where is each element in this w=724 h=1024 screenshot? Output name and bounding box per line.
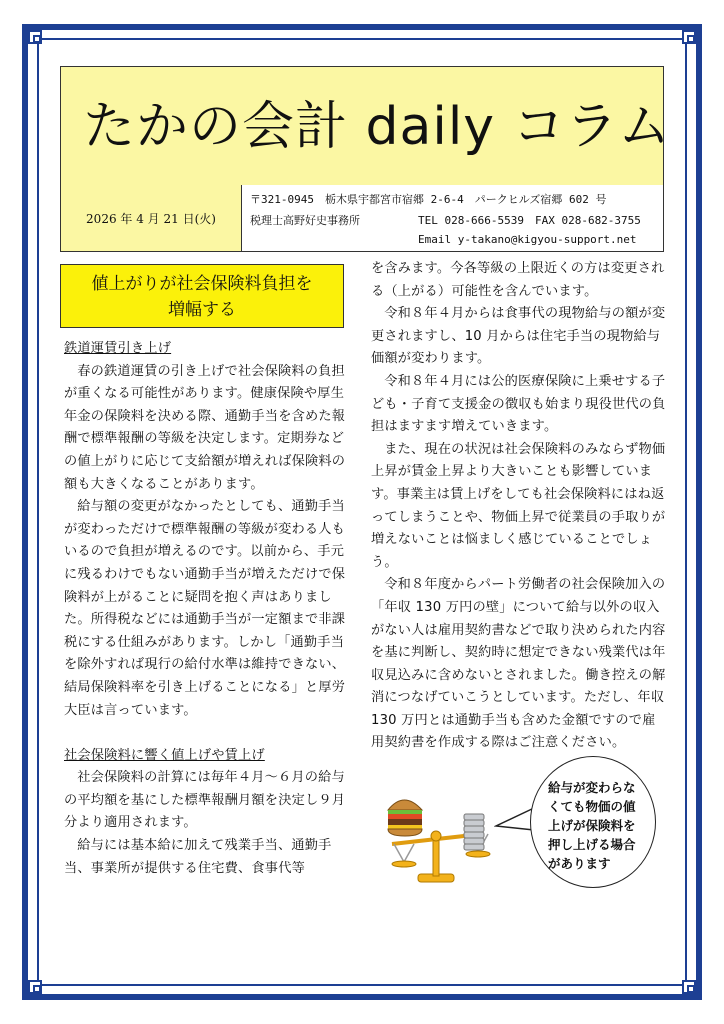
section-heading: 鉄道運賃引き上げ — [64, 341, 172, 356]
newsletter-header — [60, 66, 672, 252]
balance-scale-illustration — [382, 788, 502, 892]
headline-line-1: 値上がりが社会保険料負担を — [91, 274, 313, 294]
left-column — [64, 338, 348, 880]
right-column — [371, 258, 667, 755]
paragraph: 令和８年４月からは食事代の現物給与の額が変更されますし、10 月からは住宅手当の現物給与価額が変わります。 — [371, 306, 666, 367]
paragraph: 春の鉄道運賃の引き上げで社会保険料の負担が重くなる可能性があります。健康保険や厚生年金の保険料を決める際、通勤手当を含めた報酬で標準報酬の等級を決定します。定期券などの値上がりに応じて支給額が増えれば保険料の額も大きくなることがあります。 — [64, 363, 346, 492]
frame-corner-ornament — [28, 980, 42, 994]
section-heading: 社会保険料に響く値上げや賃上げ — [64, 747, 265, 763]
frame-corner-ornament — [682, 30, 696, 44]
paragraph: 令和８年４月には公的医療保険に上乗せする子ども・子育て支援金の徴収も始まり現役世代の負担はますます増えていきます。 — [371, 373, 666, 435]
paragraph: 給与額の変更がなかったとしても、通勤手当が変わっただけで標準報酬の等級が変わる人もいるので負担が増えるのです。以前から、手元に残るわけでもない通勤手当が増えただけで保険料が上がることに疑問を抱く声はありました。所得税などには通勤手当が一定額まで非課税にする仕組みがあります。しかし「通勤手当を除外すれば現行の給付水準は維持できない、結局保険料率を引き上げることになる」と厚労大臣は言っています。 — [64, 499, 346, 718]
contact-info — [242, 185, 663, 251]
office-name: 税理士高野好史事務所 — [250, 214, 360, 227]
paragraph: 給与には基本給に加えて残業手当、通勤手当、事業所が提供する住宅費、食事代等 — [64, 838, 332, 876]
issue-date: 2026 年 4 月 21 日(火) — [61, 185, 242, 251]
article-headline — [60, 264, 344, 328]
headline-line-2: 増幅する — [168, 300, 236, 320]
paragraph: 令和８年度からパート労働者の社会保険加入の「年収 130 万円の壁」について給与以外の収入がない人は雇用契約書などで取り決められた内容を基に判断し、契約時に想定できない残業代は年収見込みに含めないとされました。働き控えの解消につなげていこうとしています。ただし、年収 130 万円とは通勤手当も含めた金額ですので雇用契約書を作成する際はご注意ください。 — [371, 577, 666, 751]
paragraph: また、現在の状況は社会保険料のみならず物価上昇が賃金上昇より大きいことも影響しています。事業主は賃上げをしても社会保険料にはね返ってしまうことや、物価上昇で従業員の手取りが増えないことは悩ましく感じていることでしょう。 — [371, 441, 666, 570]
coin-stack-icon — [464, 814, 484, 850]
frame-corner-ornament — [28, 30, 42, 44]
speech-bubble-text: 給与が変わらなくても物価の値上げが保険料を押し上げる場合があります — [548, 780, 636, 871]
office-email: Email y-takano@kigyou-support.net — [418, 233, 637, 246]
paragraph: 社会保険料の計算には毎年４月～６月の給与の平均額を基にした標準報酬月額を決定し９月分より適用されます。 — [64, 770, 346, 831]
frame-corner-ornament — [682, 980, 696, 994]
hamburger-icon — [388, 800, 422, 836]
office-phone-fax: TEL 028-666-5539 FAX 028-682-3755 — [418, 214, 641, 227]
newsletter-title: たかの会計 daily コラム — [83, 97, 672, 157]
paragraph: を含みます。今各等級の上限近くの方は変更される（上がる）可能性を含んでいます。 — [371, 261, 665, 299]
office-address: 〒321-0945 栃木県宇都宮市宿郷 2-6-4 パークヒルズ宿郷 602 号 — [250, 193, 607, 206]
title-box — [61, 67, 672, 186]
